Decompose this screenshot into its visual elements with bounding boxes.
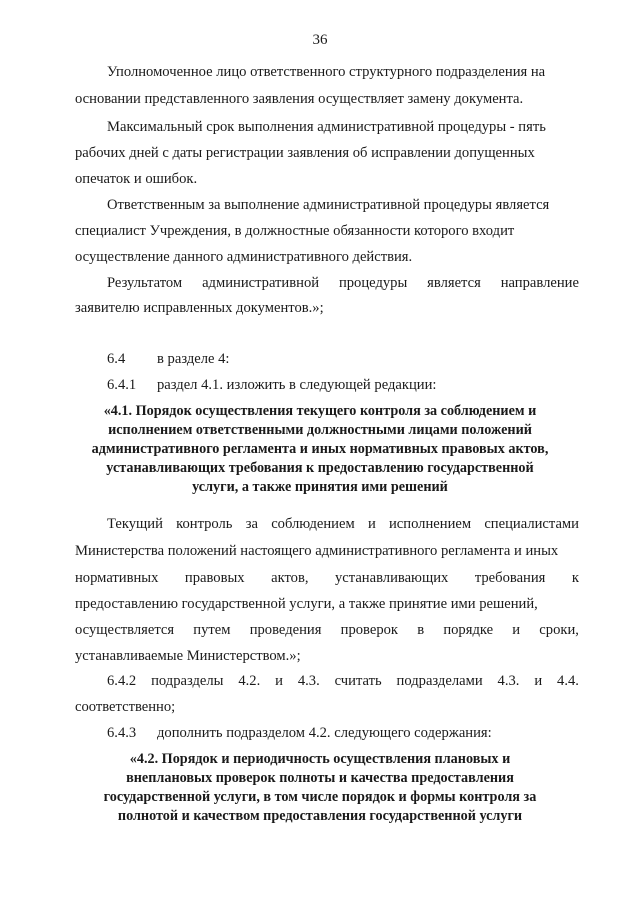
word: и (534, 673, 543, 689)
section-heading-line: «4.2. Порядок и периодичность осуществления плановых и (129, 751, 511, 767)
section-heading-line: «4.1. Порядок осуществления текущего контроля за соблюдением и (103, 403, 537, 419)
paragraph-line (107, 517, 579, 532)
section-heading-line: государственной услуги, в том числе порядок и формы контроля за (103, 789, 537, 805)
section-heading-line: административного регламента и иных нормативных правовых актов, (91, 441, 549, 457)
word: осуществляется (75, 622, 175, 638)
word: актов, (271, 570, 309, 586)
word: 4.4. (557, 673, 579, 689)
word: исполнением (388, 516, 472, 532)
section-heading-line: полнотой и качеством предоставления государственной услуги (117, 808, 523, 824)
word: специалистами (484, 516, 579, 532)
item-text: раздел 4.1. изложить в следующей редакции: (157, 377, 437, 393)
word: проверок (340, 622, 399, 638)
word: административной (202, 275, 320, 291)
word: и (275, 673, 283, 689)
word: подразделы (151, 673, 224, 689)
section-heading-line: услуги, а также принятия ими решений (192, 479, 448, 495)
paragraph-line: соответственно; (75, 699, 176, 715)
word: путем (193, 622, 231, 638)
section-heading-line: устанавливающих требования к предоставлению государственной (106, 460, 534, 476)
paragraph-line: опечаток и ошибок. (75, 171, 198, 187)
section-heading-line: внеплановых проверок полноты и качества предоставления (126, 770, 514, 786)
word: и (512, 622, 521, 638)
word: устанавливающих (335, 570, 449, 586)
word: за (245, 516, 258, 532)
word: контроль (176, 516, 233, 532)
word: считать (334, 673, 382, 689)
paragraph-line (75, 623, 579, 638)
word: и (367, 516, 376, 532)
word: в (417, 622, 425, 638)
word: подразделами (396, 673, 483, 689)
paragraph-line: рабочих дней с даты регистрации заявления об исправлении допущенных (75, 145, 535, 161)
paragraph-line: предоставлению государственной услуги, а также принятие ими решений, (75, 596, 538, 612)
item-number: 6.4.3 (107, 725, 137, 741)
word: сроки, (539, 622, 579, 638)
item-number: 6.4 (107, 351, 126, 367)
word: Текущий (107, 516, 163, 532)
paragraph-line (107, 276, 579, 291)
word: нормативных (75, 570, 159, 586)
paragraph-line: Министерства положений настоящего административного регламента и иных (75, 543, 559, 559)
word: Результатом (107, 275, 183, 291)
word: порядке (443, 622, 494, 638)
word: направление (500, 275, 579, 291)
word: 4.3. (497, 673, 520, 689)
list-item-6-4-3 (107, 726, 492, 741)
paragraph-line: Уполномоченное лицо ответственного структурного подразделения на (107, 64, 546, 80)
item-text: в разделе 4: (157, 351, 230, 367)
word: правовых (184, 570, 245, 586)
word: 4.2. (238, 673, 261, 689)
item-number: 6.4.1 (107, 377, 137, 393)
page-number: 36 (312, 32, 328, 48)
paragraph-line: заявителю исправленных документов.»; (75, 300, 324, 316)
word: соблюдением (271, 516, 355, 532)
paragraph-line: Максимальный срок выполнения административной процедуры - пять (107, 119, 546, 135)
item-text: дополнить подразделом 4.2. следующего содержания: (157, 725, 492, 741)
paragraph-line: Ответственным за выполнение административной процедуры является (107, 197, 550, 213)
list-item-6-4-1 (107, 378, 436, 393)
paragraph-line (107, 674, 579, 689)
section-heading-line: исполнением ответственными должностными лицами положений (108, 422, 532, 438)
paragraph-line: специалист Учреждения, в должностные обязанности которого входит (75, 223, 515, 239)
word: к (571, 570, 579, 586)
word: проведения (249, 622, 322, 638)
paragraph-line (75, 571, 579, 586)
paragraph-line: устанавливаемые Министерством.»; (75, 648, 301, 664)
word: является (427, 275, 481, 291)
paragraph-line: осуществление данного административного действия. (75, 249, 413, 265)
list-item-6-4 (107, 352, 229, 367)
word: 4.3. (297, 673, 320, 689)
word: требования (474, 570, 546, 586)
paragraph-line: основании представленного заявления осуществляет замену документа. (75, 91, 524, 107)
word: процедуры (338, 275, 408, 291)
item-number: 6.4.2 (107, 673, 137, 689)
